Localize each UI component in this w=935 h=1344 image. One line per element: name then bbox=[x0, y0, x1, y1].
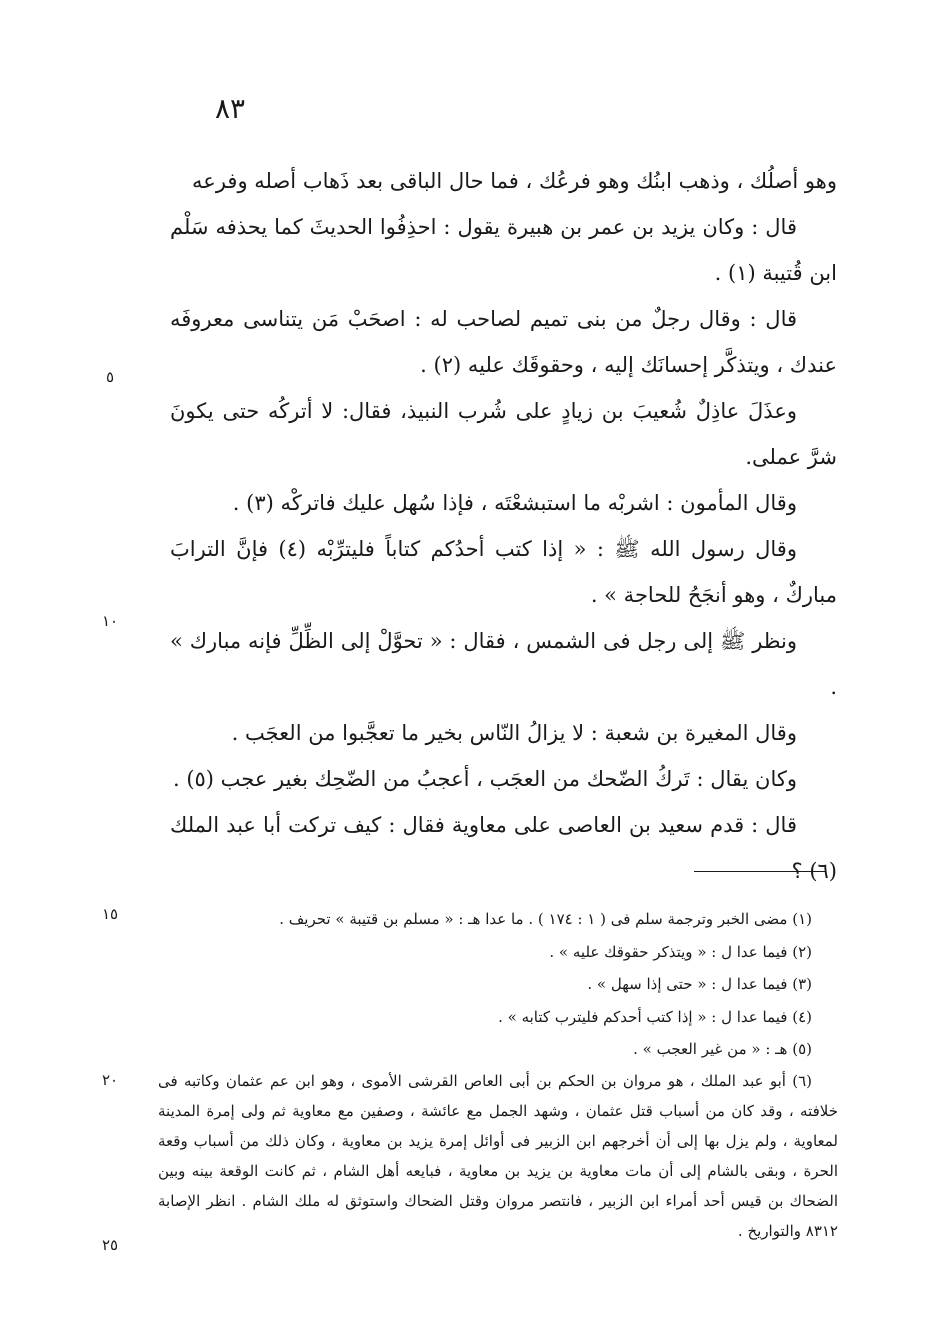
paragraph: وهو أصلُك ، وذهب ابنُك وهو فرعُك ، فما حال الباقى بعد ذَهاب أصله وفرعه bbox=[192, 169, 837, 193]
line-number: ٢٥ bbox=[101, 1236, 119, 1254]
footnote: (٣) فيما عدا ل : « حتى إذا سهل » . bbox=[587, 975, 812, 993]
paragraph: قال : وقال رجلٌ من بنى تميم لصاحب له : اصحَبْ مَن يتناسى معروفَه عندك ، ويتذكَّر إحسانَك إليه ، وحقوقَك عليه (٢) . bbox=[170, 307, 837, 377]
footnote-divider bbox=[694, 871, 826, 872]
paragraph: وعذَلَ عاذِلٌ شُعيبَ بن زيادٍ على شُرب النبيذ، فقال: لا أتركُه حتى يكونَ شرَّ عملى. bbox=[170, 399, 837, 469]
line-number: ١٥ bbox=[101, 905, 119, 923]
paragraph: قال : قدم سعيد بن العاصى على معاوية فقال : كيف تركت أبا عبد الملك (٦) ؟ bbox=[170, 813, 837, 883]
paragraph: وقال المغيرة بن شعبة : لا يزالُ النّاس بخير ما تعجَّبوا من العجَب . bbox=[231, 721, 797, 745]
line-number: ١٠ bbox=[101, 612, 119, 630]
line-number: ٢٠ bbox=[101, 1071, 119, 1089]
paragraph: قال : وكان يزيد بن عمر بن هبيرة يقول : احذِفُوا الحديثَ كما يحذفه سَلْم ابن قُتيبة (١) . bbox=[170, 215, 837, 285]
paragraph: وقال المأمون : اشربْه ما استبشعْتَه ، فإذا سُهل عليك فاتركْه (٣) . bbox=[232, 491, 797, 515]
paragraph: وكان يقال : تَركُ الضّحك من العجَب ، أعجبُ من الضّحِك بغير عجب (٥) . bbox=[172, 767, 797, 791]
page-number: ٨٣ bbox=[214, 92, 246, 125]
footnote: (١) مضى الخبر وترجمة سلم فى ( ١ : ١٧٤ ) . ما عدا هـ : « مسلم بن قتيبة » تحريف . bbox=[279, 910, 812, 928]
main-text bbox=[170, 158, 837, 894]
footnote: (٤) فيما عدا ل : « إذا كتب أحدكم فليترب كتابه » . bbox=[498, 1007, 812, 1026]
footnotes bbox=[158, 903, 838, 1246]
paragraph: وقال رسول الله ﷺ : « إذا كتب أحدُكم كتاباً فليترِّبْه (٤) فإنَّ الترابَ مباركٌ ، وهو أنجَحُ للحاجة » . bbox=[170, 537, 837, 607]
footnote: (٥) هـ : « من غير العجب » . bbox=[633, 1040, 812, 1058]
paragraph: ونظر ﷺ إلى رجل فى الشمس ، فقال : « تحوَّلْ إلى الظِّلِّ فإنه مبارك » . bbox=[170, 629, 837, 699]
footnote: (٢) فيما عدا ل : « ويتذكر حقوقك عليه » . bbox=[549, 942, 812, 961]
footnote: (٦) أبو عبد الملك ، هو مروان بن الحكم بن أبى العاص القرشى الأموى ، وهو ابن عم عثمان وكاتبه فى خلافته ، وقد كان من أسباب قتل عثمان ، وشهد الجمل مع عائشة ، وصفين مع معاوية ثم ولى إمرة المدينة لمعاوية ، ولم يزل بها إلى أن أخرجهم ابن الزبير فى أوائل إمرة يزيد بن معاوية ، وكان ذلك من أسباب وقعة الحرة ، وبقى بالشام إلى أن مات معاوية بن يزيد بن معاوية ، فبايعه أهل الشام ، ثم كانت الوقعة بينه وبين الضحاك بن قيس أحد أمراء ابن الزبير ، فانتصر مروان وقتل الضحاك واستوثق له ملك الشام . انظر الإصابة ٨٣١٢ والتواريخ . bbox=[158, 1071, 838, 1240]
line-number: ٥ bbox=[105, 368, 115, 386]
